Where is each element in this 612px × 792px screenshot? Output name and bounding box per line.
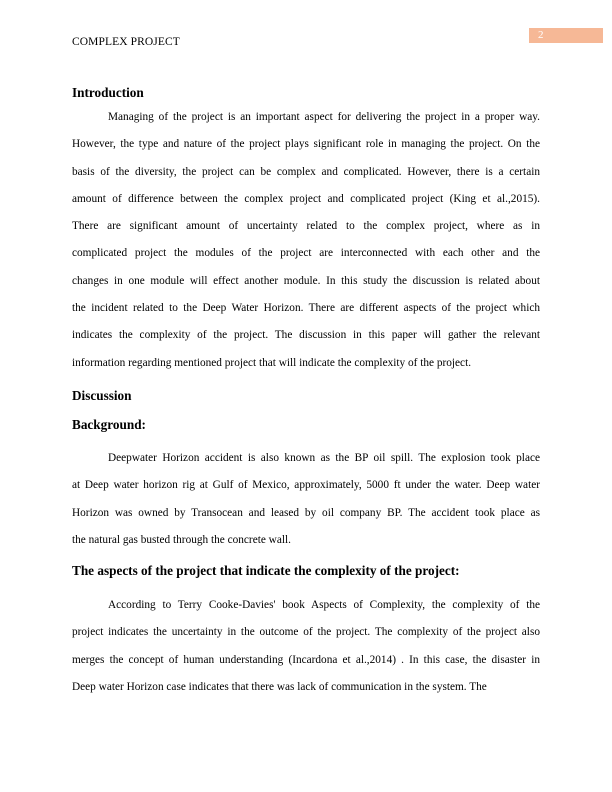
introduction-heading: Introduction [72,85,144,100]
text-line: information regarding mentioned project that will indicate the complexity of the project. [72,356,472,369]
text-line: merges the concept of human understanding (Incardona et al.,2014) . In this case, the disaster in [72,653,540,666]
background-heading: Background: [72,416,146,432]
text-line: the incident related to the Deep Water Horizon. There are different aspects of the project which [72,302,540,315]
running-head: COMPLEX PROJECT [72,36,180,48]
text-line: Deep water Horizon case indicates that there was lack of communication in the system. The [72,681,487,694]
background-paragraph [72,445,540,554]
text-line: amount of difference between the complex project and complicated project (King et al.,2015). [72,192,540,205]
aspects-paragraph [72,592,540,701]
text-line: indicates the complexity of the project. The discussion in this paper will gather the relevant [72,329,540,342]
aspects-heading: The aspects of the project that indicate the complexity of the project: [72,563,460,579]
text-line: basis of the diversity, the project can be complex and complicated. However, there is a certain [72,165,540,178]
document-body [72,80,540,701]
text-line: at Deep water horizon rig at Gulf of Mexico, approximately, 5000 ft under the water. Deep water [72,479,540,492]
text-line: There are significant amount of uncertainty related to the complex project, where as in [72,220,540,233]
discussion-heading: Discussion [72,387,132,403]
text-line: According to Terry Cooke-Davies' book Aspects of Complexity, the complexity of the [108,599,540,612]
text-line: changes in one module will effect another module. In this study the discussion is related about [72,274,540,287]
text-line: Deepwater Horizon accident is also known as the BP oil spill. The explosion took place [108,451,540,464]
introduction-paragraph [72,104,540,377]
page-number: 2 [529,28,603,43]
text-line: Managing of the project is an important aspect for delivering the project in a proper way. [108,111,540,123]
text-line: complicated project the modules of the project are interconnected with each other and the [72,247,540,260]
text-line: Horizon was owned by Transocean and leased by oil company BP. The accident took place as [72,506,540,519]
text-line: project indicates the uncertainty in the outcome of the project. The complexity of the project also [72,626,540,639]
text-line: However, the type and nature of the project plays significant role in managing the project. On the [72,138,540,151]
text-line: the natural gas busted through the concrete wall. [72,533,291,546]
